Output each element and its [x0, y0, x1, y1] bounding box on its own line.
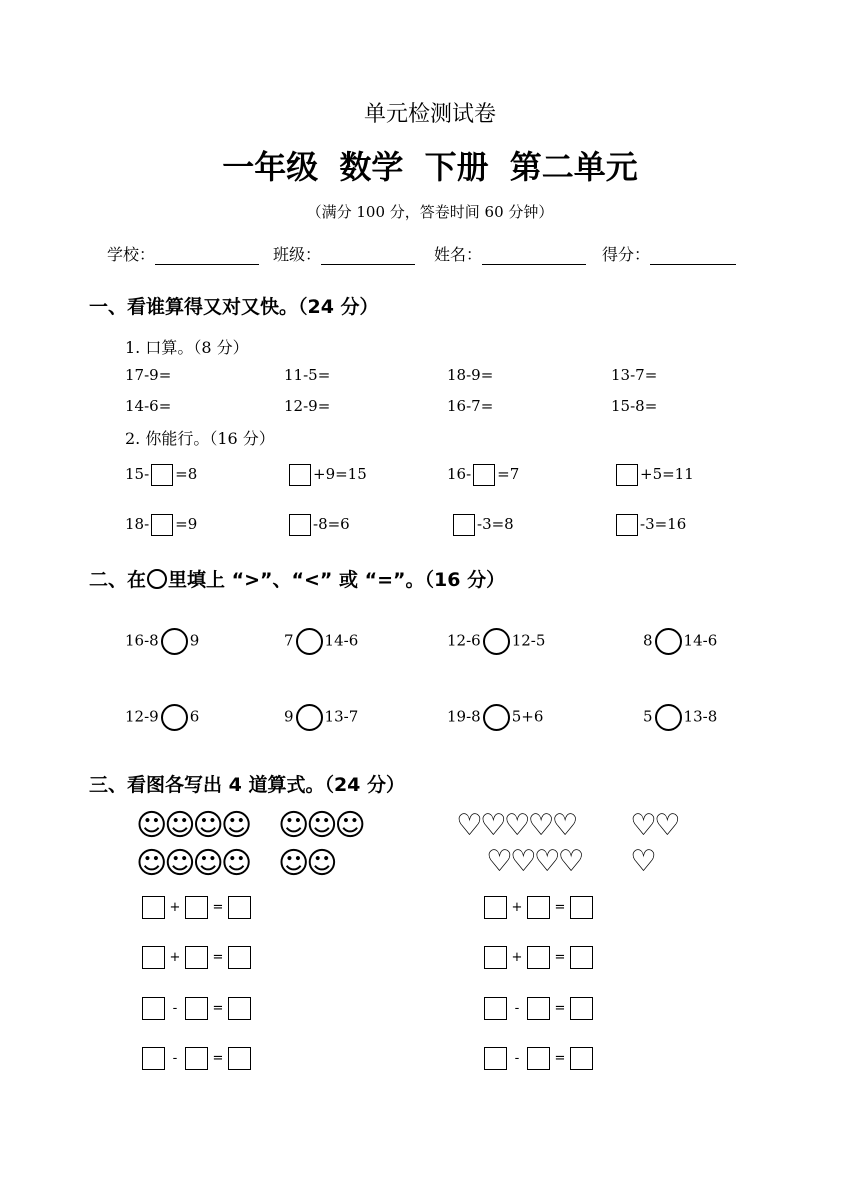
compare-circle[interactable] — [655, 628, 682, 655]
operator: - — [172, 1051, 178, 1066]
answer-box[interactable] — [185, 997, 208, 1020]
compare-circle[interactable] — [161, 704, 188, 731]
operator: + — [511, 950, 523, 965]
fill-item — [125, 514, 197, 536]
oral-item: 17-9= — [125, 366, 172, 384]
fill-after: =9 — [175, 515, 198, 533]
answer-box[interactable] — [484, 1047, 507, 1070]
exam-subtitle: 单元检测试卷 — [363, 102, 496, 127]
name-label: 姓名： — [434, 245, 483, 264]
score-label: 得分： — [602, 245, 651, 264]
answer-box[interactable] — [142, 946, 165, 969]
answer-box[interactable] — [289, 464, 311, 486]
equals-sign: = — [554, 1051, 566, 1066]
compare-item — [125, 628, 199, 655]
fill-before: 16- — [447, 465, 472, 483]
answer-box[interactable] — [527, 896, 550, 919]
equation-row — [484, 1047, 593, 1070]
equals-sign: = — [212, 1001, 224, 1016]
equation-row — [142, 997, 251, 1020]
answer-box[interactable] — [228, 896, 251, 919]
fill-after: =8 — [175, 465, 198, 483]
smiley-face-icons: ☺☺☺ — [278, 808, 363, 843]
compare-item — [643, 628, 717, 655]
answer-box[interactable] — [527, 1047, 550, 1070]
section2-heading — [89, 565, 505, 592]
part1-label: 1. 口算。（8 分） — [125, 338, 249, 357]
compare-right: 14-6 — [683, 631, 718, 650]
compare-left: 9 — [284, 707, 294, 726]
score-blank[interactable] — [650, 246, 736, 265]
compare-item — [284, 628, 358, 655]
section2-heading-post: 里填上 “>”、“<” 或 “=”。（16 分） — [168, 569, 506, 591]
answer-box[interactable] — [142, 1047, 165, 1070]
fill-after: -8=6 — [313, 515, 350, 533]
compare-right: 9 — [189, 631, 200, 650]
compare-circle[interactable] — [483, 628, 510, 655]
operator: + — [169, 900, 181, 915]
equals-sign: = — [554, 900, 566, 915]
answer-box[interactable] — [570, 997, 593, 1020]
answer-box[interactable] — [228, 1047, 251, 1070]
operator: - — [514, 1001, 520, 1016]
operator: - — [172, 1001, 178, 1016]
exam-note: （满分 100 分，答卷时间 60 分钟） — [306, 203, 554, 221]
answer-box[interactable] — [453, 514, 475, 536]
answer-box[interactable] — [570, 946, 593, 969]
compare-item — [125, 704, 199, 731]
answer-box[interactable] — [185, 896, 208, 919]
answer-box[interactable] — [185, 1047, 208, 1070]
circle-icon — [147, 569, 167, 589]
oral-item: 11-5= — [284, 366, 331, 384]
compare-left: 5 — [643, 707, 653, 726]
answer-box[interactable] — [616, 464, 638, 486]
answer-box[interactable] — [142, 997, 165, 1020]
fill-item — [451, 514, 514, 536]
compare-right: 5+6 — [511, 707, 544, 726]
heart-icons: ♡♡ — [630, 808, 678, 843]
operator: - — [514, 1051, 520, 1066]
heart-icons: ♡♡♡♡♡ — [456, 808, 576, 843]
oral-item: 16-7= — [447, 397, 494, 415]
fill-after: +5=11 — [640, 465, 694, 483]
answer-box[interactable] — [151, 514, 173, 536]
equation-row — [484, 946, 593, 969]
answer-box[interactable] — [570, 896, 593, 919]
compare-left: 12-6 — [447, 631, 481, 650]
answer-box[interactable] — [527, 946, 550, 969]
section3-heading: 三、看图各写出 4 道算式。（24 分） — [89, 774, 406, 796]
compare-right: 13-7 — [324, 707, 359, 726]
fill-after: +9=15 — [313, 465, 367, 483]
compare-item — [284, 704, 358, 731]
answer-box[interactable] — [484, 946, 507, 969]
smiley-face-icons: ☺☺ — [278, 846, 335, 881]
name-field — [434, 242, 586, 265]
compare-right: 6 — [189, 707, 200, 726]
fill-after: -3=16 — [640, 515, 687, 533]
compare-left: 7 — [284, 631, 294, 650]
fill-before: 15- — [125, 465, 150, 483]
fill-item — [125, 464, 197, 486]
compare-left: 16-8 — [125, 631, 159, 650]
name-blank[interactable] — [482, 246, 586, 265]
compare-circle[interactable] — [483, 704, 510, 731]
answer-box[interactable] — [142, 896, 165, 919]
compare-circle[interactable] — [161, 628, 188, 655]
answer-box[interactable] — [616, 514, 638, 536]
operator: + — [169, 950, 181, 965]
oral-item: 18-9= — [447, 366, 494, 384]
equals-sign: = — [212, 900, 224, 915]
fill-after: -3=8 — [477, 515, 514, 533]
compare-left: 8 — [643, 631, 653, 650]
oral-item: 14-6= — [125, 397, 172, 415]
compare-circle[interactable] — [296, 628, 323, 655]
compare-circle[interactable] — [655, 704, 682, 731]
compare-right: 13-8 — [683, 707, 718, 726]
school-blank[interactable] — [155, 246, 259, 265]
answer-box[interactable] — [473, 464, 495, 486]
score-field — [602, 242, 736, 265]
operator: + — [511, 900, 523, 915]
answer-box[interactable] — [527, 997, 550, 1020]
equation-row — [142, 1047, 251, 1070]
fill-item — [447, 464, 519, 486]
compare-item — [447, 628, 545, 655]
compare-left: 19-8 — [447, 707, 481, 726]
fill-item — [614, 464, 694, 486]
answer-box[interactable] — [151, 464, 173, 486]
compare-item — [643, 704, 717, 731]
oral-item: 13-7= — [611, 366, 658, 384]
oral-item: 12-9= — [284, 397, 331, 415]
compare-left: 12-9 — [125, 707, 159, 726]
fill-item — [614, 514, 686, 536]
answer-box[interactable] — [185, 946, 208, 969]
class-field — [273, 242, 415, 265]
compare-right: 12-5 — [511, 631, 546, 650]
section1-heading: 一、看谁算得又对又快。（24 分） — [89, 296, 379, 318]
school-label: 学校： — [107, 245, 156, 264]
section2-heading-pre: 二、在 — [89, 569, 147, 591]
answer-box[interactable] — [289, 514, 311, 536]
compare-item — [447, 704, 543, 731]
class-blank[interactable] — [321, 246, 415, 265]
heart-icons: ♡ — [630, 844, 654, 879]
fill-before: 18- — [125, 515, 150, 533]
part2-label: 2. 你能行。（16 分） — [125, 429, 275, 448]
fill-item — [287, 514, 350, 536]
smiley-face-icons: ☺☺☺☺ — [136, 808, 250, 843]
answer-box[interactable] — [228, 997, 251, 1020]
equation-row — [484, 997, 593, 1020]
equals-sign: = — [212, 1051, 224, 1066]
class-label: 班级： — [273, 245, 322, 264]
equation-row — [142, 896, 251, 919]
answer-box[interactable] — [484, 896, 507, 919]
equals-sign: = — [212, 950, 224, 965]
compare-circle[interactable] — [296, 704, 323, 731]
fill-item — [287, 464, 367, 486]
smiley-face-icons: ☺☺☺☺ — [136, 846, 250, 881]
compare-right: 14-6 — [324, 631, 359, 650]
answer-box[interactable] — [228, 946, 251, 969]
answer-box[interactable] — [570, 1047, 593, 1070]
equation-row — [142, 946, 251, 969]
answer-box[interactable] — [484, 997, 507, 1020]
equals-sign: = — [554, 950, 566, 965]
oral-item: 15-8= — [611, 397, 658, 415]
fill-after: =7 — [497, 465, 520, 483]
equals-sign: = — [554, 1001, 566, 1016]
heart-icons: ♡♡♡♡ — [486, 844, 582, 879]
equation-row — [484, 896, 593, 919]
school-field — [107, 242, 259, 265]
exam-title: 一年级 数学 下册 第二单元 — [222, 148, 638, 186]
